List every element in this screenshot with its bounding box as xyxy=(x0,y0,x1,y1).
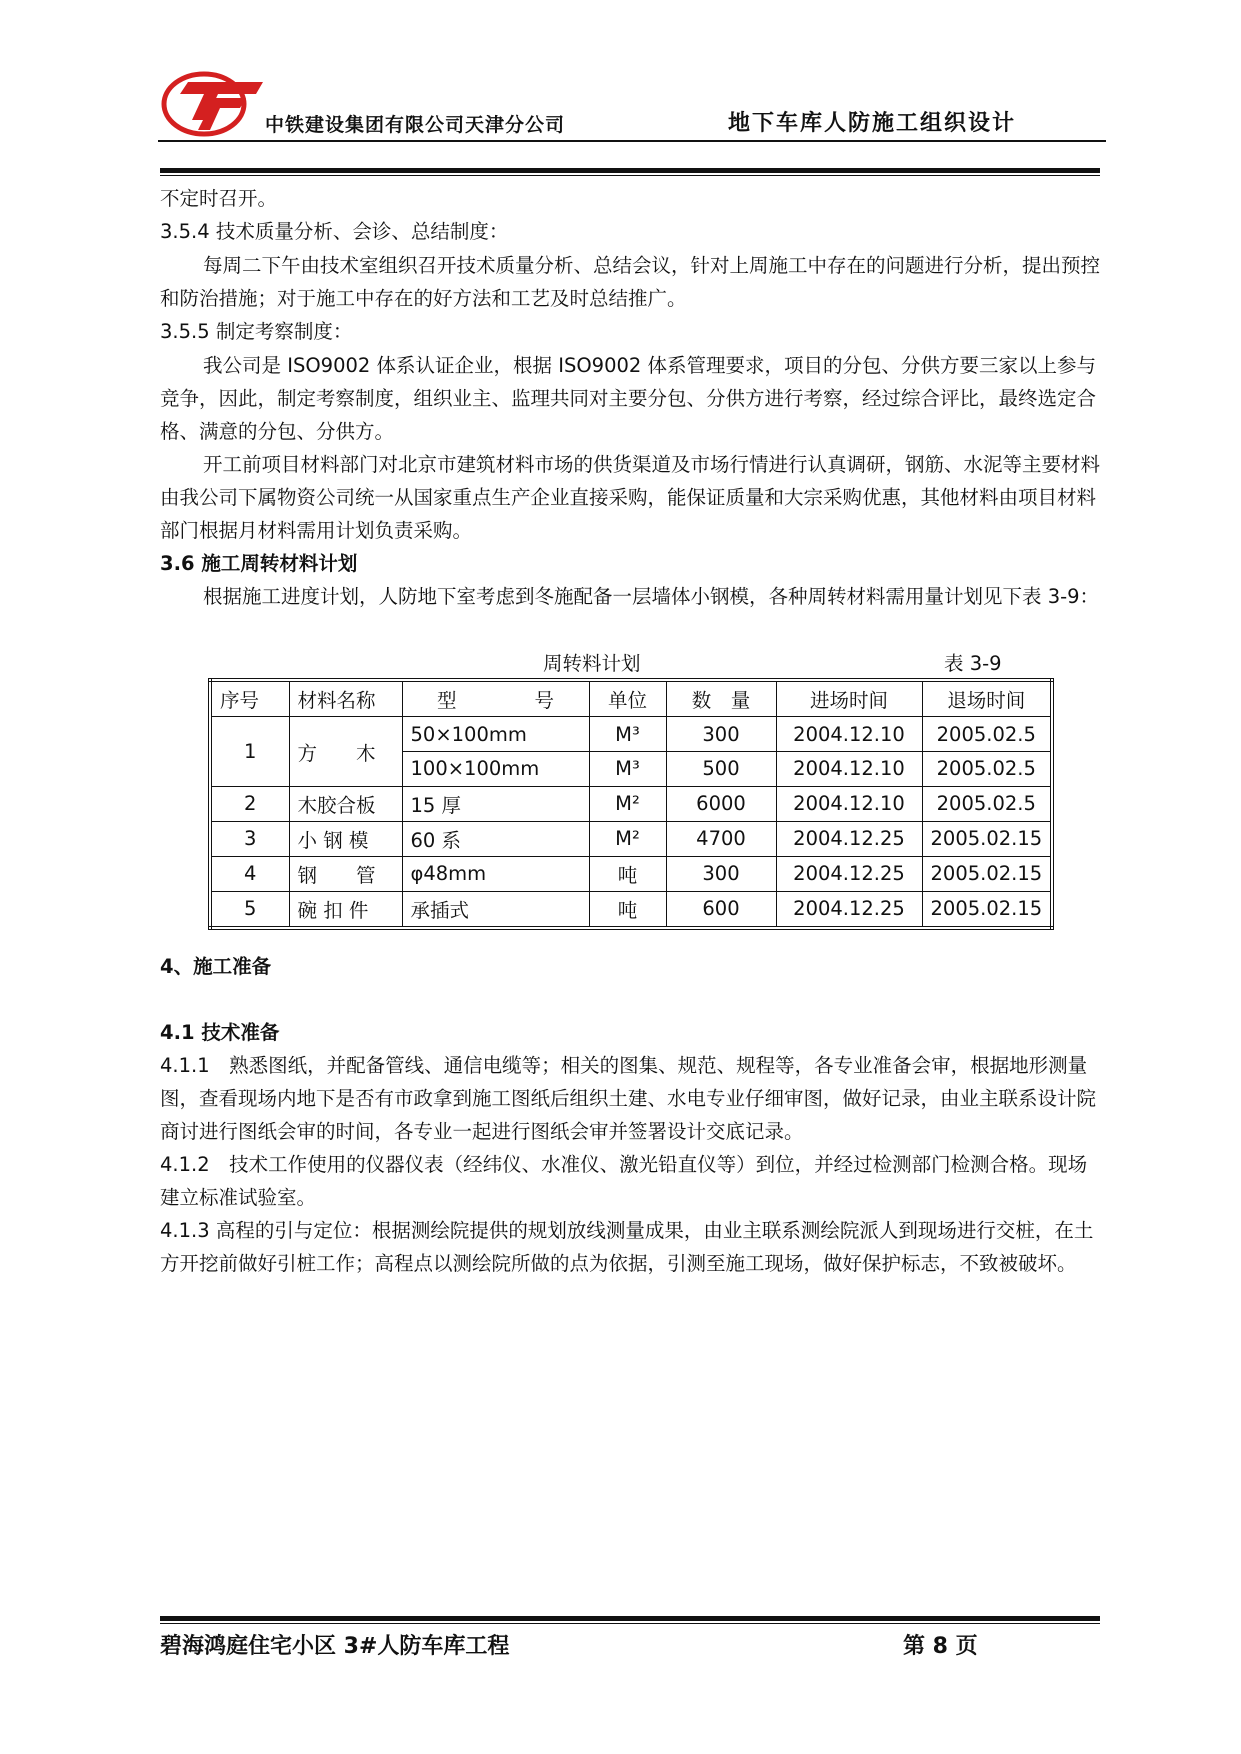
cell-name: 小 钢 模 xyxy=(289,821,402,856)
cell-name: 木胶合板 xyxy=(289,786,402,821)
company-logo xyxy=(158,62,268,142)
header-doc-title: 地下车库人防施工组织设计 xyxy=(728,111,1017,136)
cell-unit: M² xyxy=(589,786,666,821)
paragraph-4-1-2: 4.1.2 技术工作使用的仪器仪表（经纬仪、水准仪、激光铅直仪等）到位，并经过检测部门检测合格。现场建立标准试验室。 xyxy=(160,1153,1088,1209)
cell-name: 钢 管 xyxy=(289,856,402,891)
heading-4: 4、施工准备 xyxy=(160,955,272,978)
cell-out: 2005.02.5 xyxy=(922,717,1052,752)
table-header-row xyxy=(210,680,1052,717)
table-row xyxy=(210,786,1052,821)
cell-qty: 300 xyxy=(666,717,776,752)
col-header-out: 退场时间 xyxy=(922,680,1052,717)
paragraph-continued: 不定时召开。 xyxy=(160,187,278,210)
cell-no: 2 xyxy=(210,786,289,821)
cell-out: 2005.02.15 xyxy=(922,891,1052,928)
cell-qty: 500 xyxy=(666,752,776,787)
header-rule-under xyxy=(160,175,1100,176)
paragraph-3-5-5-b: 开工前项目材料部门对北京市建筑材料市场的供货渠道及市场行情进行认真调研，钢筋、水泥等主要材料由我公司下属物资公司统一从国家重点生产企业直接采购，能保证质量和大宗采购优惠，其他材料由项目材料部门根据月材料需用计划负责采购。 xyxy=(160,453,1101,542)
cell-spec: 60 系 xyxy=(402,821,589,856)
cell-no: 4 xyxy=(210,856,289,891)
cell-in: 2004.12.25 xyxy=(776,821,922,856)
cell-unit: 吨 xyxy=(589,856,666,891)
table-row xyxy=(210,821,1052,856)
cell-unit: M³ xyxy=(589,717,666,752)
header-rule-thick xyxy=(160,168,1100,173)
cell-spec: 承插式 xyxy=(402,891,589,928)
cell-name: 方 木 xyxy=(289,717,402,787)
table-row xyxy=(210,891,1052,928)
heading-4-1: 4.1 技术准备 xyxy=(160,1021,280,1044)
cell-spec: 100×100mm xyxy=(402,752,589,787)
heading-3-5-4: 3.5.4 技术质量分析、会诊、总结制度： xyxy=(160,220,509,243)
col-header-name: 材料名称 xyxy=(289,680,402,717)
cell-in: 2004.12.10 xyxy=(776,786,922,821)
heading-3-6: 3.6 施工周转材料计划 xyxy=(160,552,358,575)
heading-3-5-5: 3.5.5 制定考察制度： xyxy=(160,320,353,343)
table-caption: 周转料计划 xyxy=(543,652,641,675)
table-number: 表 3-9 xyxy=(944,652,1002,675)
cell-qty: 600 xyxy=(666,891,776,928)
cell-in: 2004.12.25 xyxy=(776,891,922,928)
cell-spec: 50×100mm xyxy=(402,717,589,752)
paragraph-3-5-5-a: 我公司是 ISO9002 体系认证企业，根据 ISO9002 体系管理要求，项目的分包、分供方要三家以上参与竞争，因此，制定考察制度，组织业主、监理共同对主要分包、分供方进行考察，经过综合评比，最终选定合格、满意的分包、分供方。 xyxy=(160,354,1097,443)
header-rule-thin xyxy=(158,140,1106,142)
cell-in: 2004.12.10 xyxy=(776,752,922,787)
footer-project: 碧海鸿庭住宅小区 3#人防车库工程 xyxy=(160,1634,510,1659)
cell-qty: 6000 xyxy=(666,786,776,821)
cell-spec: φ48mm xyxy=(402,856,589,891)
footer-page-number: 第 8 页 xyxy=(903,1634,978,1659)
table-row xyxy=(210,717,1052,752)
cell-in: 2004.12.25 xyxy=(776,856,922,891)
cell-out: 2005.02.15 xyxy=(922,821,1052,856)
cell-qty: 300 xyxy=(666,856,776,891)
col-header-in: 进场时间 xyxy=(776,680,922,717)
cell-no: 5 xyxy=(210,891,289,928)
cell-spec: 15 厚 xyxy=(402,786,589,821)
cell-no: 1 xyxy=(210,717,289,787)
col-header-spec: 型 号 xyxy=(402,680,589,717)
cell-name: 碗 扣 件 xyxy=(289,891,402,928)
cell-unit: M² xyxy=(589,821,666,856)
paragraph-3-5-4: 每周二下午由技术室组织召开技术质量分析、总结会议，针对上周施工中存在的问题进行分析，提出预控和防治措施；对于施工中存在的好方法和工艺及时总结推广。 xyxy=(160,254,1101,310)
cell-unit: M³ xyxy=(589,752,666,787)
col-header-no: 序号 xyxy=(210,680,289,717)
cell-unit: 吨 xyxy=(589,891,666,928)
footer-rule-thin xyxy=(160,1623,1100,1624)
paragraph-3-6: 根据施工进度计划，人防地下室考虑到冬施配备一层墙体小钢模，各种周转材料需用量计划见下表 3-9： xyxy=(203,585,1100,608)
paragraph-4-1-1: 4.1.1 熟悉图纸，并配备管线、通信电缆等；相关的图集、规范、规程等，各专业准备会审，根据地形测量图，查看现场内地下是否有市政拿到施工图纸后组织土建、水电专业仔细审图，做好记录，由业主联系设计院商讨进行图纸会审的时间，各专业一起进行图纸会审并签署设计交底记录。 xyxy=(160,1054,1097,1143)
paragraph-4-1-3: 4.1.3 高程的引与定位：根据测绘院提供的规划放线测量成果，由业主联系测绘院派人到现场进行交桩，在土方开挖前做好引桩工作；高程点以测绘院所做的点为依据，引测至施工现场，做好保护标志，不致被破坏。 xyxy=(160,1219,1094,1275)
footer-rule-thick xyxy=(160,1616,1100,1621)
header-company: 中铁建设集团有限公司天津分公司 xyxy=(265,114,566,136)
cell-no: 3 xyxy=(210,821,289,856)
col-header-qty: 数 量 xyxy=(666,680,776,717)
cell-out: 2005.02.15 xyxy=(922,856,1052,891)
col-header-unit: 单位 xyxy=(589,680,666,717)
table-row xyxy=(210,856,1052,891)
cell-in: 2004.12.10 xyxy=(776,717,922,752)
material-plan-table xyxy=(208,678,1054,930)
cell-out: 2005.02.5 xyxy=(922,786,1052,821)
cell-out: 2005.02.5 xyxy=(922,752,1052,787)
cell-qty: 4700 xyxy=(666,821,776,856)
